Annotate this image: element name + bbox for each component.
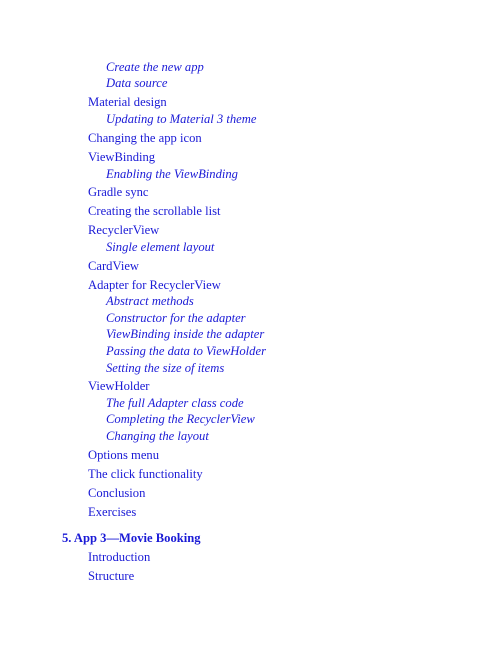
toc-subsection-link[interactable]: Passing the data to ViewHolder: [106, 344, 266, 358]
toc-section-link[interactable]: Material design: [88, 95, 167, 109]
toc-section-link[interactable]: Exercises: [88, 505, 137, 519]
toc-section-link[interactable]: ViewBinding: [88, 150, 156, 164]
toc-section-link[interactable]: Structure: [88, 569, 135, 583]
toc-section-link[interactable]: Changing the app icon: [88, 131, 202, 145]
toc-section-link[interactable]: ViewHolder: [88, 379, 150, 393]
toc-section-link[interactable]: Options menu: [88, 448, 160, 462]
toc-section-link[interactable]: Adapter for RecyclerView: [88, 278, 221, 292]
toc-chapter-link[interactable]: 5. App 3—Movie Booking: [62, 531, 201, 545]
toc-subsection-link[interactable]: The full Adapter class code: [106, 396, 244, 410]
toc-section-link[interactable]: The click functionality: [88, 467, 203, 481]
toc-section-link[interactable]: Gradle sync: [88, 185, 149, 199]
toc-section-link[interactable]: Introduction: [88, 550, 151, 564]
toc-subsection-link[interactable]: Constructor for the adapter: [106, 311, 246, 325]
toc-subsection-link[interactable]: Completing the RecyclerView: [106, 412, 255, 426]
toc-section-link[interactable]: Conclusion: [88, 486, 146, 500]
toc-subsection-link[interactable]: Changing the layout: [106, 429, 209, 443]
toc-subsection-link[interactable]: Enabling the ViewBinding: [106, 167, 238, 181]
toc-section-link[interactable]: RecyclerView: [88, 223, 160, 237]
toc-subsection-link[interactable]: ViewBinding inside the adapter: [106, 327, 265, 341]
toc-subsection-link[interactable]: Updating to Material 3 theme: [106, 112, 257, 126]
toc-subsection-link[interactable]: Single element layout: [106, 240, 215, 254]
toc-subsection-link[interactable]: Abstract methods: [106, 294, 194, 308]
toc-section-link[interactable]: Creating the scrollable list: [88, 204, 221, 218]
toc-subsection-link[interactable]: Create the new app: [106, 60, 204, 74]
toc-subsection-link[interactable]: Setting the size of items: [106, 361, 225, 375]
toc-section-link[interactable]: CardView: [88, 259, 140, 273]
toc-subsection-link[interactable]: Data source: [106, 76, 168, 90]
